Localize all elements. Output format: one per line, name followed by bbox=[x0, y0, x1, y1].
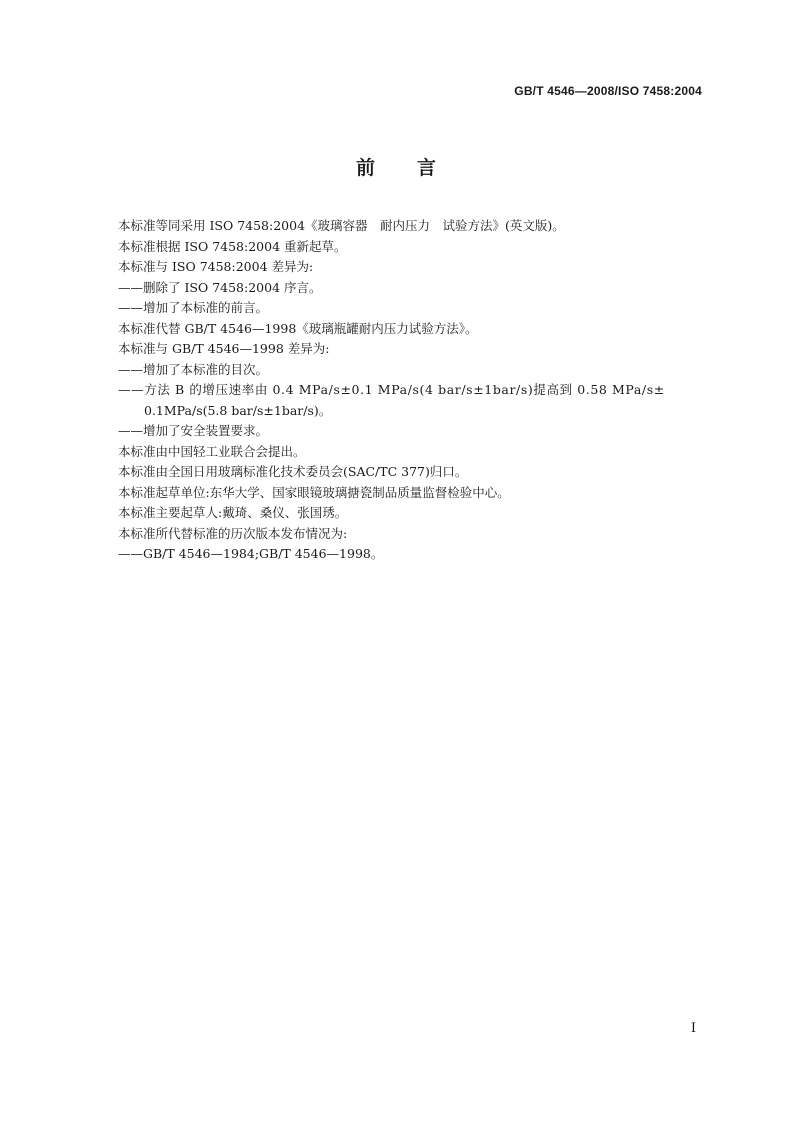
title-char-2: 言 bbox=[417, 157, 439, 179]
list-item: ——增加了本标准的前言。 bbox=[118, 300, 269, 315]
list-item-continuation: 0.1MPa/s(5.8 bar/s±1bar/s)。 bbox=[144, 402, 332, 418]
paragraph-gb-differences-intro: 本标准与 GB/T 4546—1998 差异为: bbox=[118, 341, 330, 356]
title-char-1: 前 bbox=[355, 157, 377, 179]
paragraph-iso-differences-intro: 本标准与 ISO 7458:2004 差异为: bbox=[118, 259, 314, 274]
page-number: I bbox=[690, 1021, 696, 1036]
paragraph-drafting-units: 本标准起草单位:东华大学、国家眼镜玻璃搪瓷制品质量监督检验中心。 bbox=[118, 484, 510, 500]
paragraph-adoption: 本标准等同采用 ISO 7458:2004《玻璃容器 耐内压力 试验方法》(英文版)。 bbox=[118, 218, 565, 233]
list-item: ——增加了本标准的目次。 bbox=[118, 361, 269, 377]
paragraph-proposed-by: 本标准由中国轻工业联合会提出。 bbox=[118, 443, 306, 459]
foreword-body bbox=[118, 216, 706, 565]
list-item: ——删除了 ISO 7458:2004 序言。 bbox=[118, 279, 322, 295]
page-title bbox=[0, 153, 794, 180]
list-item: ——增加了安全装置要求。 bbox=[118, 423, 269, 438]
paragraph-edition-history-intro: 本标准所代替标准的历次版本发布情况为: bbox=[118, 525, 348, 541]
list-item: ——GB/T 4546—1984;GB/T 4546—1998。 bbox=[118, 546, 384, 561]
paragraph-centralized-by: 本标准由全国日用玻璃标准化技术委员会(SAC/TC 377)归口。 bbox=[118, 464, 468, 479]
paragraph-drafters: 本标准主要起草人:戴琦、桑仪、张国琇。 bbox=[118, 505, 348, 520]
paragraph-drafting-basis: 本标准根据 ISO 7458:2004 重新起草。 bbox=[118, 238, 347, 254]
list-item: ——方法 B 的增压速率由 0.4 MPa/s±0.1 MPa/s(4 bar/s±1bar/s)提高到 0.58 MPa/s± bbox=[118, 382, 665, 397]
paragraph-replaces: 本标准代替 GB/T 4546—1998《玻璃瓶罐耐内压力试验方法》。 bbox=[118, 320, 478, 336]
standard-code-header: GB/T 4546—2008/ISO 7458:2004 bbox=[514, 84, 702, 98]
